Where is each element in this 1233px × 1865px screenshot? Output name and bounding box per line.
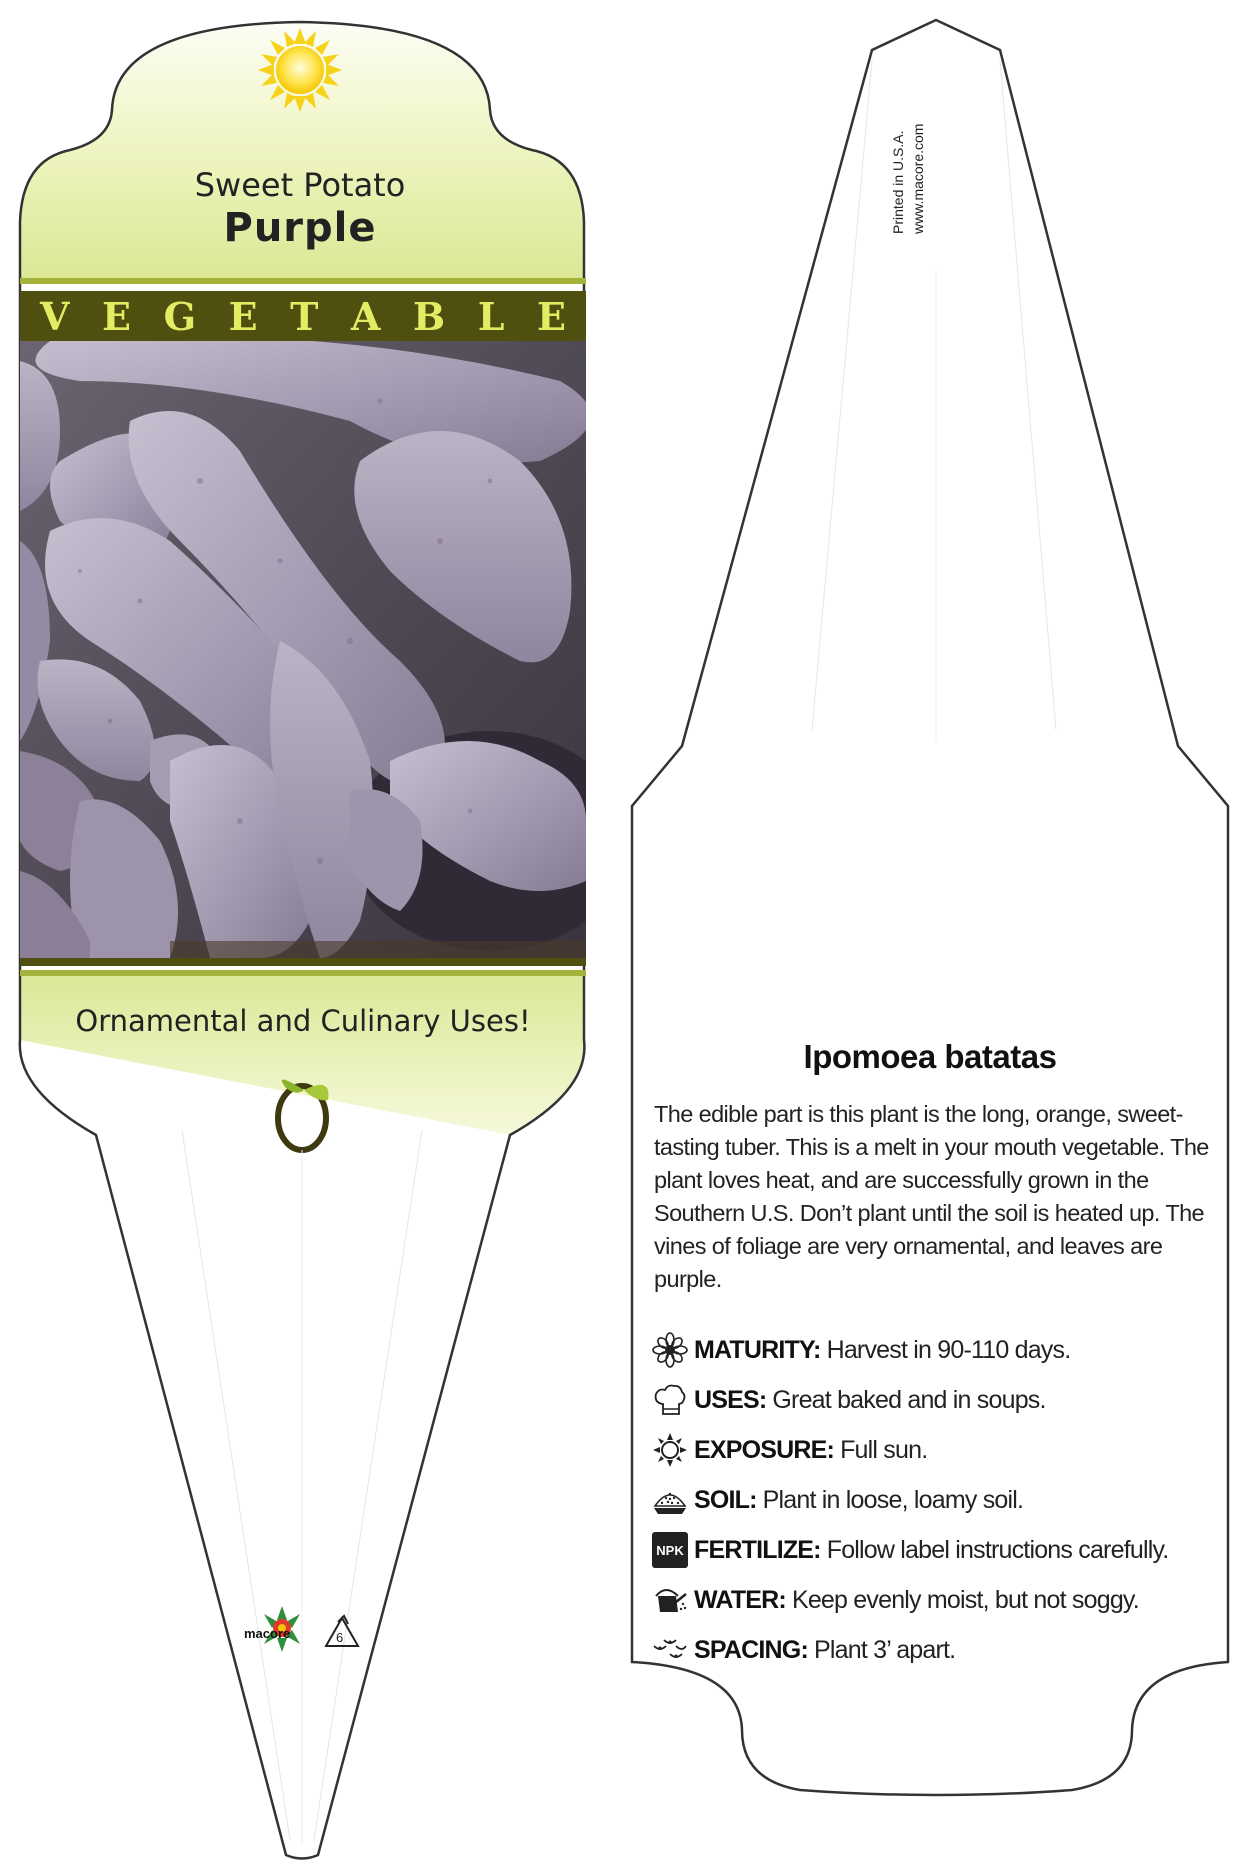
npk-text: NPK [656, 1542, 684, 1558]
sweet-potato-photo [20, 336, 630, 958]
info-soil [652, 1480, 1023, 1520]
info-label: WATER: [694, 1585, 786, 1614]
info-uses [652, 1380, 1046, 1420]
flower-icon [652, 1332, 688, 1368]
info-value: Great baked and in soups. [772, 1385, 1046, 1414]
soil-icon [652, 1482, 688, 1518]
category-letter: G [163, 293, 197, 339]
category-letter: B [413, 293, 446, 339]
info-label: SOIL: [694, 1485, 757, 1514]
category-letter: A [350, 293, 381, 339]
category-letter: E [102, 293, 132, 339]
tagline: Ornamental and Culinary Uses! [75, 1004, 531, 1038]
info-fertilize [652, 1530, 1168, 1570]
printed-line-1: Printed in U.S.A. [890, 130, 906, 234]
brand-name: macore [244, 1626, 291, 1641]
category-letter: V [40, 293, 70, 339]
info-exposure [652, 1430, 927, 1470]
info-label: MATURITY: [694, 1335, 821, 1364]
spacing-icon [652, 1632, 688, 1668]
variety-name: Purple [223, 205, 377, 251]
recycle-code: 6 [336, 1630, 344, 1645]
sun-icon [258, 28, 342, 112]
category-letter: E [536, 293, 566, 339]
scientific-name: Ipomoea batatas [803, 1038, 1057, 1075]
description: The edible part is this plant is the long, orange, sweet-tasting tuber. This is a melt in your mouth vegetable. The plant loves heat, and are successfully grown in the Southern U.S. Don’t plant until the soil is heated up. The vines of foliage are very ornamental, and leaves are purple. [654, 1101, 1209, 1292]
printed-in [890, 94, 950, 244]
category-band [20, 291, 586, 341]
category-letter: T [290, 293, 319, 339]
info-value: Full sun. [840, 1435, 928, 1464]
chef-hat-icon [652, 1382, 688, 1418]
info-label: EXPOSURE: [694, 1435, 835, 1464]
category-letter: L [477, 293, 505, 339]
sun-icon [652, 1432, 688, 1468]
info-value: Plant in loose, loamy soil. [762, 1485, 1024, 1514]
info-label: FERTILIZE: [694, 1535, 821, 1564]
printed-line-2: www.macore.com [910, 123, 926, 234]
category-letter: E [228, 293, 258, 339]
info-label: SPACING: [694, 1635, 808, 1664]
npk-icon [652, 1532, 688, 1568]
info-maturity [652, 1330, 1070, 1370]
info-spacing [652, 1630, 955, 1670]
common-name: Sweet Potato [194, 166, 406, 204]
info-value: Plant 3’ apart. [813, 1635, 956, 1664]
info-value: Harvest in 90-110 days. [826, 1335, 1071, 1364]
info-value: Follow label instructions carefully. [826, 1535, 1169, 1564]
info-water [652, 1580, 1139, 1620]
info-value: Keep evenly moist, but not soggy. [791, 1585, 1139, 1614]
watering-can-icon [652, 1582, 688, 1618]
info-label: USES: [694, 1385, 767, 1414]
